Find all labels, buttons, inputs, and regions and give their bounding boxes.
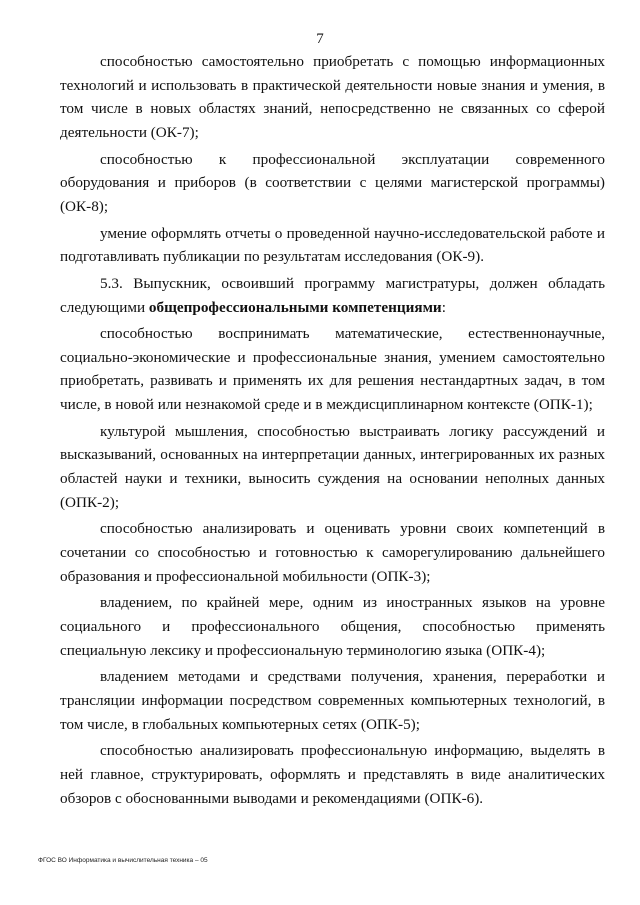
section-5-3-text: 5.3. Выпускник, освоивший программу магистратуры, должен обладать следующими — [60, 274, 605, 316]
section-5-3-bold-term: общепрофессиональными компетенциями — [148, 298, 442, 316]
page-footer: ФГОС ВО Информатика и вычислительная техника – 05 — [38, 857, 208, 864]
paragraph-opk-4: владением, по крайней мере, одним из иностранных языков на уровне социального и профессионального общения, способностью применять специальную лексику и профессиональную терминологию языка (ОПК-4); — [60, 594, 605, 659]
paragraph-opk-3: способностью анализировать и оценивать уровни своих компетенций в сочетании со способностью и готовностью к саморегулированию дальнейшего образования и профессиональной мобильности (ОПК-3); — [60, 520, 605, 585]
paragraph-ok-8: способностью к профессиональной эксплуатации современного оборудования и приборов (в соответствии с целями магистерской программы) (ОК-8); — [60, 150, 605, 215]
paragraph-opk-5: владением методами и средствами получения, хранения, переработки и трансляции информации посредством современных компьютерных технологий, в том числе, в глобальных компьютерных сетях (ОПК-5); — [60, 668, 605, 733]
paragraph-opk-1: способностью воспринимать математические, естественнонаучные, социально-экономические и профессиональные знания, умением самостоятельно приобретать, развивать и применять их для решения нестандартных задач, в том числе, в новой или незнакомой среде и в междисциплинарном контексте (ОПК-1); — [60, 325, 605, 414]
paragraph-opk-6: способностью анализировать профессиональную информацию, выделять в ней главное, структурировать, оформлять и представлять в виде аналитических обзоров с обоснованными выводами и рекомендациями (ОПК-6). — [60, 742, 605, 807]
paragraph-ok-7: способностью самостоятельно приобретать с помощью информационных технологий и использовать в практической деятельности новые знания и умения, в том числе в новых областях знаний, непосредственно не связанных со сферой деятельности (ОК-7); — [60, 53, 605, 141]
paragraph-opk-2: культурой мышления, способностью выстраивать логику рассуждений и высказываний, основанных на интерпретации данных, интегрированных их разных областей науки и техники, выносить суждения на основании неполных данных (ОПК-2); — [60, 422, 605, 511]
body-text — [60, 50, 605, 813]
page-number: 7 — [316, 31, 324, 47]
section-5-3-colon: : — [441, 298, 446, 316]
paragraph-ok-9: умение оформлять отчеты о проведенной научно-исследовательской работе и подготавливать публикации по результатам исследования (ОК-9). — [60, 224, 605, 266]
paragraph-section-5-3 — [60, 272, 605, 319]
